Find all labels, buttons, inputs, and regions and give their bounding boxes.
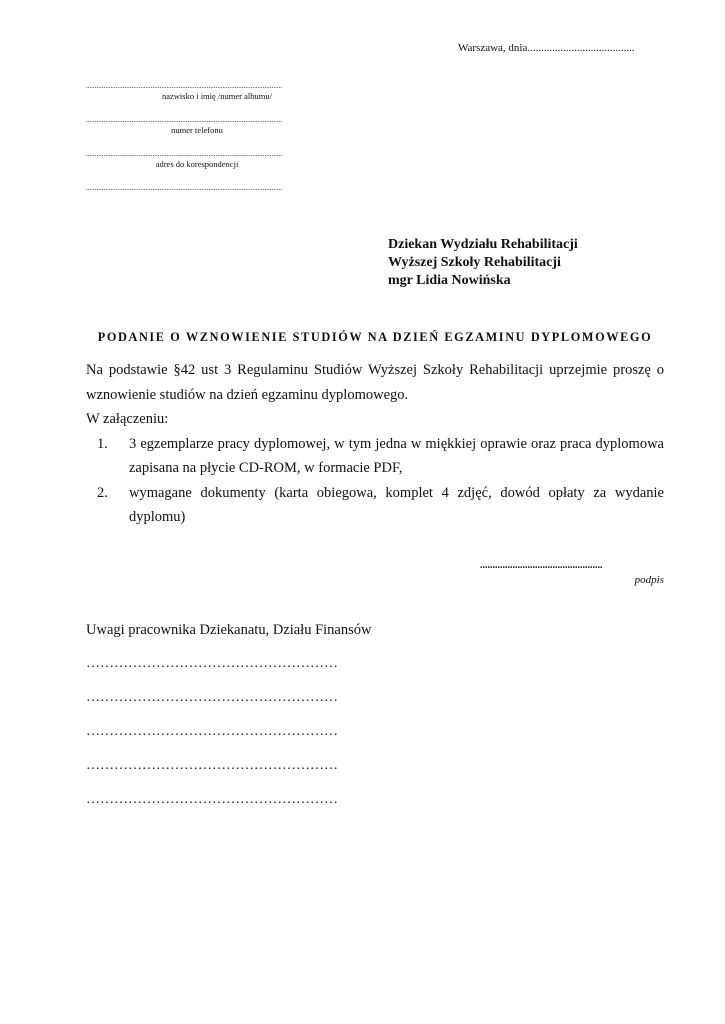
attachment-text: 3 egzemplarze pracy dyplomowej, w tym jedna w miękkiej oprawie oraz praca dyplomowa zapisana na płycie CD-ROM, w formacie PDF, bbox=[129, 435, 664, 476]
signature-line: ................................................. bbox=[480, 560, 603, 571]
attachment-text: wymagane dokumenty (karta obiegowa, komplet 4 zdjęć, dowód opłaty za wydanie dyplomu) bbox=[129, 484, 664, 525]
remarks-line: ……………………………………………… bbox=[86, 758, 338, 773]
document-title: PODANIE O WZNOWIENIE STUDIÓW NA DZIEŃ EGZAMINU DYPLOMOWEGO bbox=[97, 330, 653, 344]
attachment-item bbox=[86, 481, 664, 530]
attachment-number: 1. bbox=[97, 435, 108, 452]
remarks-title: Uwagi pracownika Dziekanatu, Działu Finansów bbox=[86, 622, 372, 638]
dotted-line: ................................................................................................................ bbox=[86, 116, 282, 124]
addressee-block bbox=[388, 236, 578, 290]
remarks-line: ……………………………………………… bbox=[86, 724, 338, 739]
attachment-item bbox=[86, 432, 664, 481]
remarks-line: ……………………………………………… bbox=[86, 656, 338, 671]
document-body bbox=[86, 358, 664, 530]
signature-label: podpis bbox=[634, 574, 664, 586]
sender-address-caption: adres do korespondencji bbox=[155, 159, 239, 169]
sender-phone-caption: numer telefonu bbox=[171, 125, 223, 135]
request-paragraph: Na podstawie §42 ust 3 Regulaminu Studiów Wyższej Szkoły Rehabilitacji uprzejmie proszę o wznowienie studiów na dzień egzaminu dyplomowego. bbox=[86, 362, 664, 403]
attachments-list bbox=[86, 432, 664, 530]
sender-name-album-field bbox=[86, 82, 308, 101]
addressee-line-3: mgr Lidia Nowińska bbox=[388, 273, 511, 288]
attachments-intro: W załączeniu: bbox=[86, 411, 169, 427]
addressee-line-2: Wyższej Szkoły Rehabilitacji bbox=[388, 255, 561, 270]
sender-address-field bbox=[86, 150, 308, 169]
addressee-line-1: Dziekan Wydziału Rehabilitacji bbox=[388, 237, 578, 252]
attachment-number: 2. bbox=[97, 484, 108, 501]
sender-name-album-caption: nazwisko i imię /numer albumu/ bbox=[161, 91, 272, 101]
remarks-line: ……………………………………………… bbox=[86, 792, 338, 807]
place-date-field: Warszawa, dnia....................................... bbox=[458, 42, 635, 54]
dotted-line: ................................................................................................................ bbox=[86, 150, 282, 158]
sender-address-extra-field bbox=[86, 184, 308, 192]
remarks-line: ……………………………………………… bbox=[86, 690, 338, 705]
sender-phone-field bbox=[86, 116, 308, 135]
dotted-line: ................................................................................................................ bbox=[86, 184, 282, 192]
dotted-line: ................................................................................................................ bbox=[86, 82, 282, 90]
